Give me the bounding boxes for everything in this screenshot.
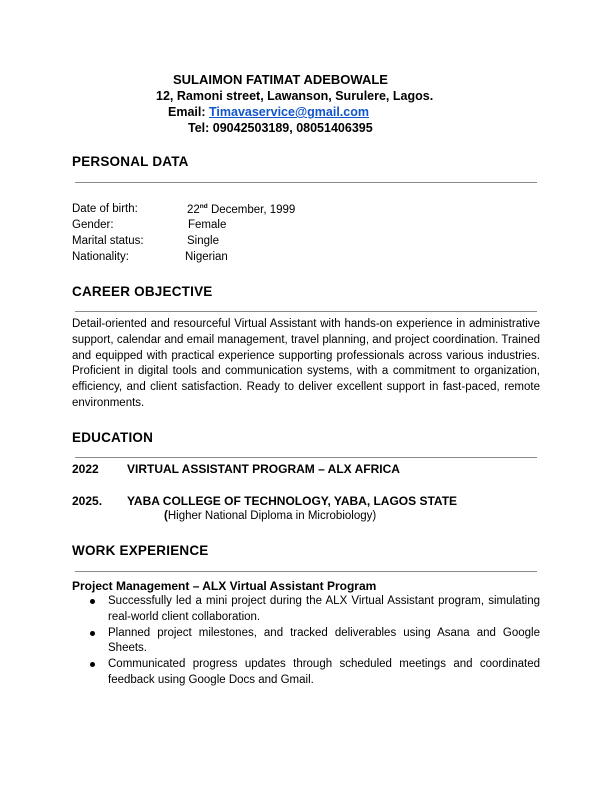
section-title-career-objective: CAREER OBJECTIVE (72, 284, 213, 299)
education-year: 2025. (72, 494, 103, 508)
tel-line (188, 121, 373, 135)
bullet-icon (90, 599, 95, 604)
list-item: Successfully led a mini project during the ALX Virtual Assistant program, simulating real-world client collaboration. (72, 594, 540, 626)
marital-status-value: Single (187, 235, 219, 247)
education-institution: YABA COLLEGE OF TECHNOLOGY, YABA, LAGOS STATE (127, 494, 458, 508)
candidate-name: SULAIMON FATIMAT ADEBOWALE (173, 72, 388, 87)
nationality-value: Nigerian (185, 251, 228, 263)
tel-value: 09042503189, 08051406395 (212, 121, 373, 135)
gender-value: Female (188, 219, 227, 231)
career-objective-text: Detail-oriented and resourceful Virtual Assistant with hands-on experience in administrative support, calendar and email management, travel planning, and project coordination. Trained and equipped with practical experience supporting professionals across various industries. Proficient in digital tools and communication systems, with a commitment to organization, efficiency, and client satisfaction. Ready to deliver excellent support in fast-paced, remote environments. (72, 318, 540, 409)
bullet-icon (90, 662, 95, 667)
dob-label: Date of birth: (72, 203, 138, 215)
section-divider (75, 311, 537, 312)
marital-status-label: Marital status: (72, 235, 144, 247)
gender-label: Gender: (72, 219, 114, 231)
bullet-icon (90, 631, 95, 636)
education-year: 2022 (72, 462, 99, 476)
email-link[interactable]: Timavaservice@gmail.com (209, 105, 369, 119)
education-institution: VIRTUAL ASSISTANT PROGRAM – ALX AFRICA (127, 462, 400, 476)
email-line (168, 105, 369, 119)
email-label: Email: (168, 105, 206, 119)
education-detail: (Higher National Diploma in Microbiology) (164, 510, 377, 522)
address: 12, Ramoni street, Lawanson, Surulere, Lagos. (156, 89, 434, 103)
section-divider (75, 571, 537, 572)
nationality-label: Nationality: (72, 251, 129, 263)
list-item: Planned project milestones, and tracked deliverables using Asana and Google Sheets. (72, 626, 540, 658)
list-item: Communicated progress updates through scheduled meetings and coordinated feedback using Google Docs and Gmail. (72, 657, 540, 689)
dob-value: 22nd December, 1999 (187, 203, 296, 216)
work-role-title: Project Management – ALX Virtual Assistant Program (72, 579, 377, 593)
section-divider (75, 182, 537, 183)
work-bullet-list (72, 594, 540, 689)
section-title-work-experience: WORK EXPERIENCE (72, 543, 209, 558)
section-title-personal-data: PERSONAL DATA (72, 154, 189, 169)
section-title-education: EDUCATION (72, 430, 154, 445)
tel-label: Tel: (188, 121, 210, 135)
section-divider (75, 457, 537, 458)
